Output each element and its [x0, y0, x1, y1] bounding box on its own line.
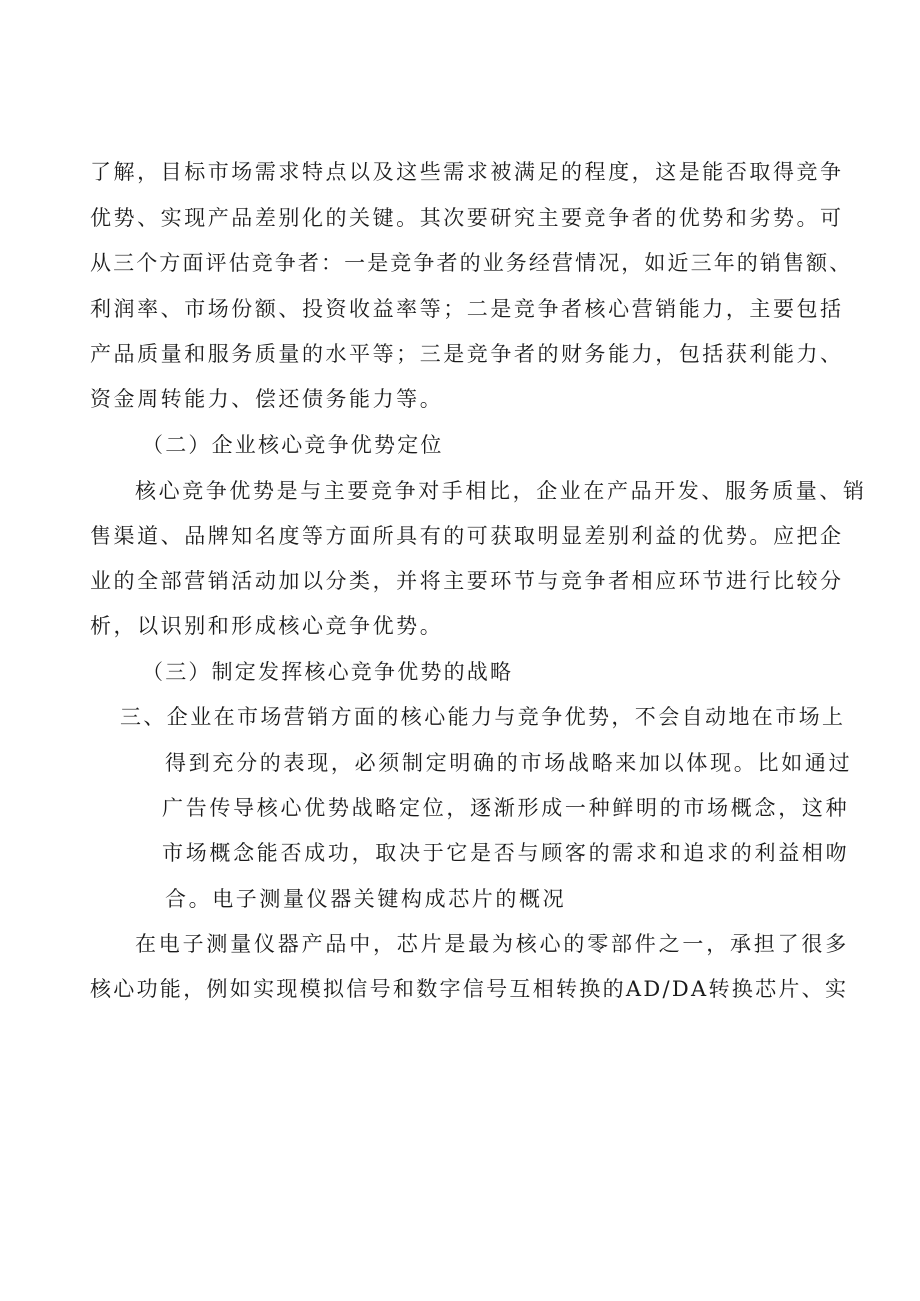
text-line: 广告传导核心优势战略定位，逐渐形成一种鲜明的市场概念，这种	[162, 796, 850, 820]
section-heading-3: （三）制定发挥核心竞争优势的战略	[142, 660, 514, 684]
text-line: 得到充分的表现，必须制定明确的市场战略来加以体现。比如通过	[165, 751, 853, 775]
text-line: 业的全部营销活动加以分类，并将主要环节与竞争者相应环节进行比较分	[90, 569, 844, 593]
text-line: 核心竞争优势是与主要竞争对手相比，企业在产品开发、服务质量、销	[135, 479, 867, 503]
text-line: 了解，目标市场需求特点以及这些需求被满足的程度，这是能否取得竞争	[90, 160, 844, 184]
text-line: 三、企业在市场营销方面的核心能力与竞争优势，不会自动地在市场上	[120, 705, 846, 729]
text-line: 售渠道、品牌知名度等方面所具有的可获取明显差别利益的优势。应把企	[90, 524, 844, 548]
text-line: 从三个方面评估竞争者：一是竞争者的业务经营情况，如近三年的销售额、	[90, 251, 853, 275]
text-line: 合。电子测量仪器关键构成芯片的概况	[165, 887, 567, 911]
text-line: 核心功能，例如实现模拟信号和数字信号互相转换的AD/DA转换芯片、实	[90, 977, 849, 1001]
text-line: 市场概念能否成功，取决于它是否与顾客的需求和追求的利益相吻	[162, 841, 850, 865]
section-heading-2: （二）企业核心竞争优势定位	[142, 433, 444, 457]
text-line: 资金周转能力、偿还债务能力等。	[90, 387, 444, 411]
text-line: 析，以识别和形成核心竞争优势。	[90, 614, 444, 638]
text-line: 产品质量和服务质量的水平等；三是竞争者的财务能力，包括获利能力、	[90, 342, 844, 366]
text-line: 优势、实现产品差别化的关键。其次要研究主要竞争者的优势和劣势。可	[90, 206, 844, 230]
text-line: 在电子测量仪器产品中，芯片是最为核心的零部件之一，承担了很多	[135, 932, 849, 956]
text-line: 利润率、市场份额、投资收益率等；二是竞争者核心营销能力，主要包括	[90, 297, 844, 321]
